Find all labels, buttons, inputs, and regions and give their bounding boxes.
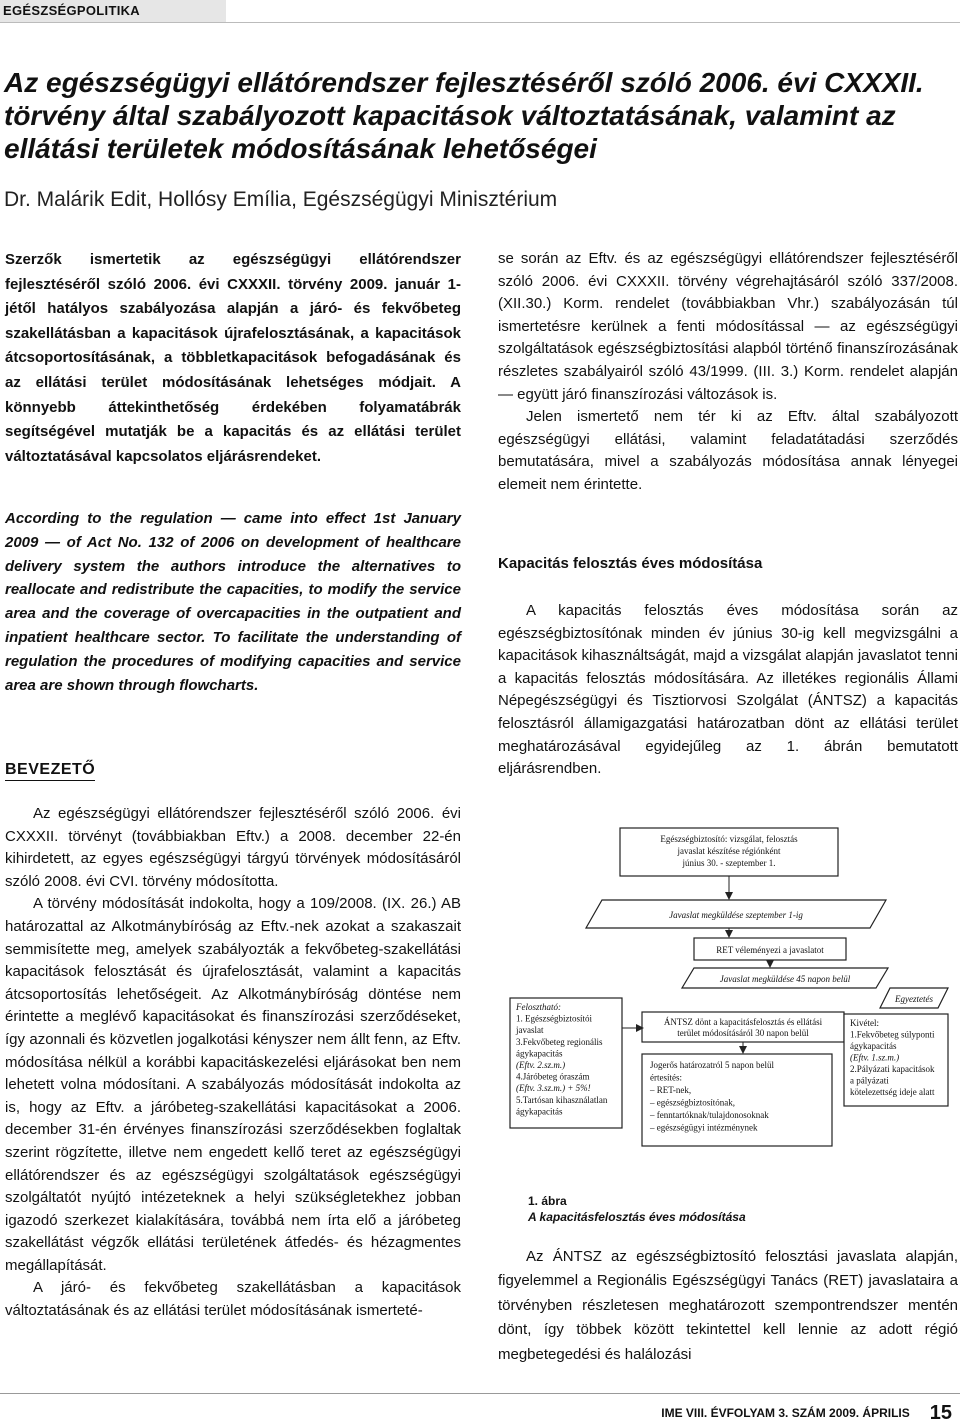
flowchart-label: – RET-nek,	[650, 1085, 692, 1095]
page-footer	[661, 1402, 952, 1425]
capacity-paragraph	[498, 600, 958, 781]
box-send-45days-text	[720, 974, 851, 984]
section-tag: EGÉSZSÉGPOLITIKA	[0, 0, 226, 22]
footer-divider	[0, 1393, 960, 1394]
flowchart-label: értesítés:	[650, 1072, 682, 1083]
flowchart-label: (Eftv. 1.sz.m.)	[850, 1052, 900, 1063]
flowchart-label: ágykapacitás	[516, 1048, 563, 1059]
flowchart-label: (Eftv. 3.sz.m.) + 5%!	[516, 1083, 591, 1094]
flowchart-label: a pályázati	[850, 1075, 889, 1086]
flowchart-label: Egyeztetés	[895, 994, 933, 1004]
flowchart-label: RET véleményezi a javaslatot	[716, 945, 824, 955]
flowchart-label: – fenntartóknak/tulajdonosoknak	[650, 1110, 769, 1120]
flowchart-label: Javaslat megküldése 45 napon belül	[719, 974, 851, 984]
flowchart-label: 3.Fekvőbeteg regionális	[516, 1036, 603, 1047]
abstract-hungarian: Szerzők ismertetik az egészségügyi ellátórendszer fejlesztéséről szóló 2006. évi CXXXII. törvény 2009. január 1-jétől hatályos szabályozása alapján a járó- és fekvőbeteg szakellátásban a kapacitások újrafelosztásának, a kapacitások átcsoportosításának, a többletkapacitások befogadásának és az ellátási terület módosításának lehetséges módjait. A könnyebb áttekinthetőség érdekében folyamatábrák segítségével mutatják be a kapacitás és az ellátási terület változtatásával kapcsolatos eljárásrendeket.	[5, 251, 461, 465]
intro-heading: BEVEZETŐ	[5, 761, 95, 781]
right-paragraph-1: se során az Eftv. és az egészségügyi ellátórendszer fejlesztéséről szóló 2006. évi CXXXII. törvény végrehajtásáról szóló 337/2008. (XII.30.) Korm. rendelet (továbbiakban Vhr.) szabályozásán túl ismertetésre kerülnek a fenti módosítással — az egészségügyi szolgáltatások egészségbiztosítási alapból történő finanszírozásának részletes szabályairól szóló 43/1999. (III. 3.) Korm. rendelet alapján — együtt járó finanszírozási változások is.	[498, 250, 958, 403]
intro-paragraph-1: Az egészségügyi ellátórendszer fejlesztéséről szóló 2006. évi CXXXII. törvényt (továbbiakban Eftv.) a 2008. december 22-én kihirdetett, az egyes egészségügyi tárgyú törvények módosításáról szóló 2008. évi CVI. törvény módosította.	[5, 805, 461, 890]
flowchart-label: ágykapacitás	[516, 1106, 563, 1117]
flowchart-label: Javaslat megküldése szeptember 1-ig	[669, 910, 803, 920]
intro-paragraph-2: A törvény módosítását indokolta, hogy a 109/2008. (IX. 26.) AB határozattal az Alkotmánybíróság az Eftv.-nek azokat a szakaszait semmisítette meg, amelyek szabályozták a fekvőbeteg-szakellátási kapacitások felosztását és újrafelosztását, valamint a kapacitás átcsoportosítás lehetőségeit. Az Alkotmánybíróság döntése nem érintette a meglévő kapacitásokat és finanszírozási szerződéseket, így azonnali és közvetlen jogalkotási kényszer nem állt fenn, az Eftv. módosítása nélkül a korábbi kapacitáskezelési eljárásokat ben nem lehetett volna módosítani. A szabályozás módosítását indokolta az is, hogy az Eftv. a járóbeteg-szakellátási kapacitásokat a 2006. december 31-én érvényes finanszírozási szerződésekben foglaltak szerint rögzítette, illetve nem engedett kellő teret az egészségügyi ellátórendszer és az egészségügyi szolgáltatások egészségügyi szolgáltatót nyújtó intézeteknek a helyi szükségletekhez jobban igazodó szerkezet kialakítására, továbbá nem írta elő a járóbeteg szakellátást végzők ellátási területének átfedés- és hézagmentes megállapítását.	[5, 895, 461, 1274]
abstract-english: According to the regulation — came into effect 1st January 2009 — of Act No. 132 of 2006 on development of healthcare delivery system the authors introduce the alternatives to reallocate and redistribute the capacities, to modify the service area and the coverage of overcapacities in the outpatient and inpatient healthcare sector. To facilitate the understanding of regulation the procedures of modifying capacities and service area are shown through flowcharts.	[5, 510, 461, 694]
flowchart-label: terület módosításáról 30 napon belül	[677, 1028, 809, 1038]
flowchart-label: ágykapacitás	[850, 1041, 897, 1051]
figure-title: A kapacitásfelosztás éves módosítása	[528, 1210, 746, 1224]
flowchart-label: 2.Pályázati kapacitások	[850, 1064, 935, 1074]
flowchart-figure	[498, 798, 958, 1158]
flowchart-label: Kivétel:	[850, 1018, 879, 1028]
figure-number: 1. ábra	[528, 1194, 567, 1208]
section-heading-capacity: Kapacitás felosztás éves módosítása	[498, 555, 763, 572]
intro-body	[5, 803, 461, 1323]
flowchart-label: javaslat	[516, 1025, 544, 1036]
right-column-bottom	[498, 1245, 958, 1367]
flowchart-label: (Eftv. 2.sz.m.)	[516, 1060, 566, 1070]
flowchart-label: június 30. - szeptember 1.	[682, 858, 776, 868]
box-send-proposal-text	[669, 910, 803, 920]
flowchart-label: Felosztható:	[516, 1002, 561, 1012]
flowchart-label: Egészségbiztosító: vizsgálat, felosztás	[660, 834, 798, 844]
intro-paragraph-3: A járó- és fekvőbeteg szakellátásban a kapacitások változtatásának és az ellátási terület módosításának ismerteté-	[5, 1279, 461, 1320]
flowchart-label: Jogerős határozatról 5 napon belül	[650, 1060, 774, 1070]
flowchart-label: ÁNTSZ dönt a kapacitásfelosztás és ellátási	[663, 1017, 823, 1027]
figure-caption	[528, 1193, 746, 1225]
right-column-top	[498, 248, 958, 497]
article-authors: Dr. Malárik Edit, Hollósy Emília, Egészségügyi Minisztérium	[4, 188, 558, 211]
header-divider	[0, 22, 960, 23]
flowchart-label: 1.Fekvőbeteg súlyponti	[850, 1029, 935, 1040]
right-bottom-paragraph: Az ÁNTSZ az egészségbiztosító felosztási javaslata alapján, figyelemmel a Regionális Egészségügyi Tanács (RET) javaslataira a törvényben részletesen meghatározott szempontrendszer mentén dönt, így többek között tekintettel kell lennie az adott régió megbetegedési és halálozási	[498, 1248, 958, 1363]
box-consultation-text	[894, 994, 933, 1004]
page-number: 15	[929, 1402, 952, 1424]
flowchart-label: kötelezettség ideje alatt	[850, 1087, 935, 1097]
box-antsz-decides-text	[664, 1017, 823, 1038]
flowchart-label: 5.Tartósan kihasználatlan	[516, 1094, 608, 1105]
flowchart-label: – egészségbiztosítónak,	[650, 1097, 735, 1108]
right-paragraph-2: Jelen ismertető nem tér ki az Eftv. által szabályozott egészségügyi ellátási, valamint feladatátadási szerződés bemutatására, mivel a szabályozás módosítása annak lényegei elemeit nem érintette.	[498, 408, 958, 493]
flowchart-label: 1. Egészségbiztosítói	[516, 1013, 592, 1024]
flowchart-label: 4.Járóbeteg óraszám	[516, 1071, 590, 1082]
box-ret-opinion-text	[716, 945, 824, 955]
issue-info: IME VIII. ÉVFOLYAM 3. SZÁM 2009. ÁPRILIS	[661, 1406, 910, 1420]
capacity-text: A kapacitás felosztás éves módosítása során az egészségbiztosítónak minden év június 30-ig kell megvizsgálni a kapacitások kihasználtságát, majd a vizsgálat alapján javaslatot tenni a kapacitás felosztás módosítására. Az illetékes regionális Állami Népegészségügyi és Tisztiorvosi Szolgálat (ÁNTSZ) a kapacitás felosztásról államigazgatási határozatban dönt az ellátási terület meghatározásával egyidejűleg az 1. ábrán bemutatott eljárásrendben.	[498, 602, 958, 778]
flowchart-label: javaslat készítése régiónként	[677, 846, 781, 856]
flowchart-label: – egészségügyi intézménynek	[650, 1122, 758, 1133]
flowchart-svg	[498, 798, 958, 1158]
article-title: Az egészségügyi ellátórendszer fejlesztéséről szóló 2006. évi CXXXII. törvény által szabályozott kapacitások változtatásának, valamint az ellátási területek módosításának lehetőségei	[4, 67, 924, 164]
